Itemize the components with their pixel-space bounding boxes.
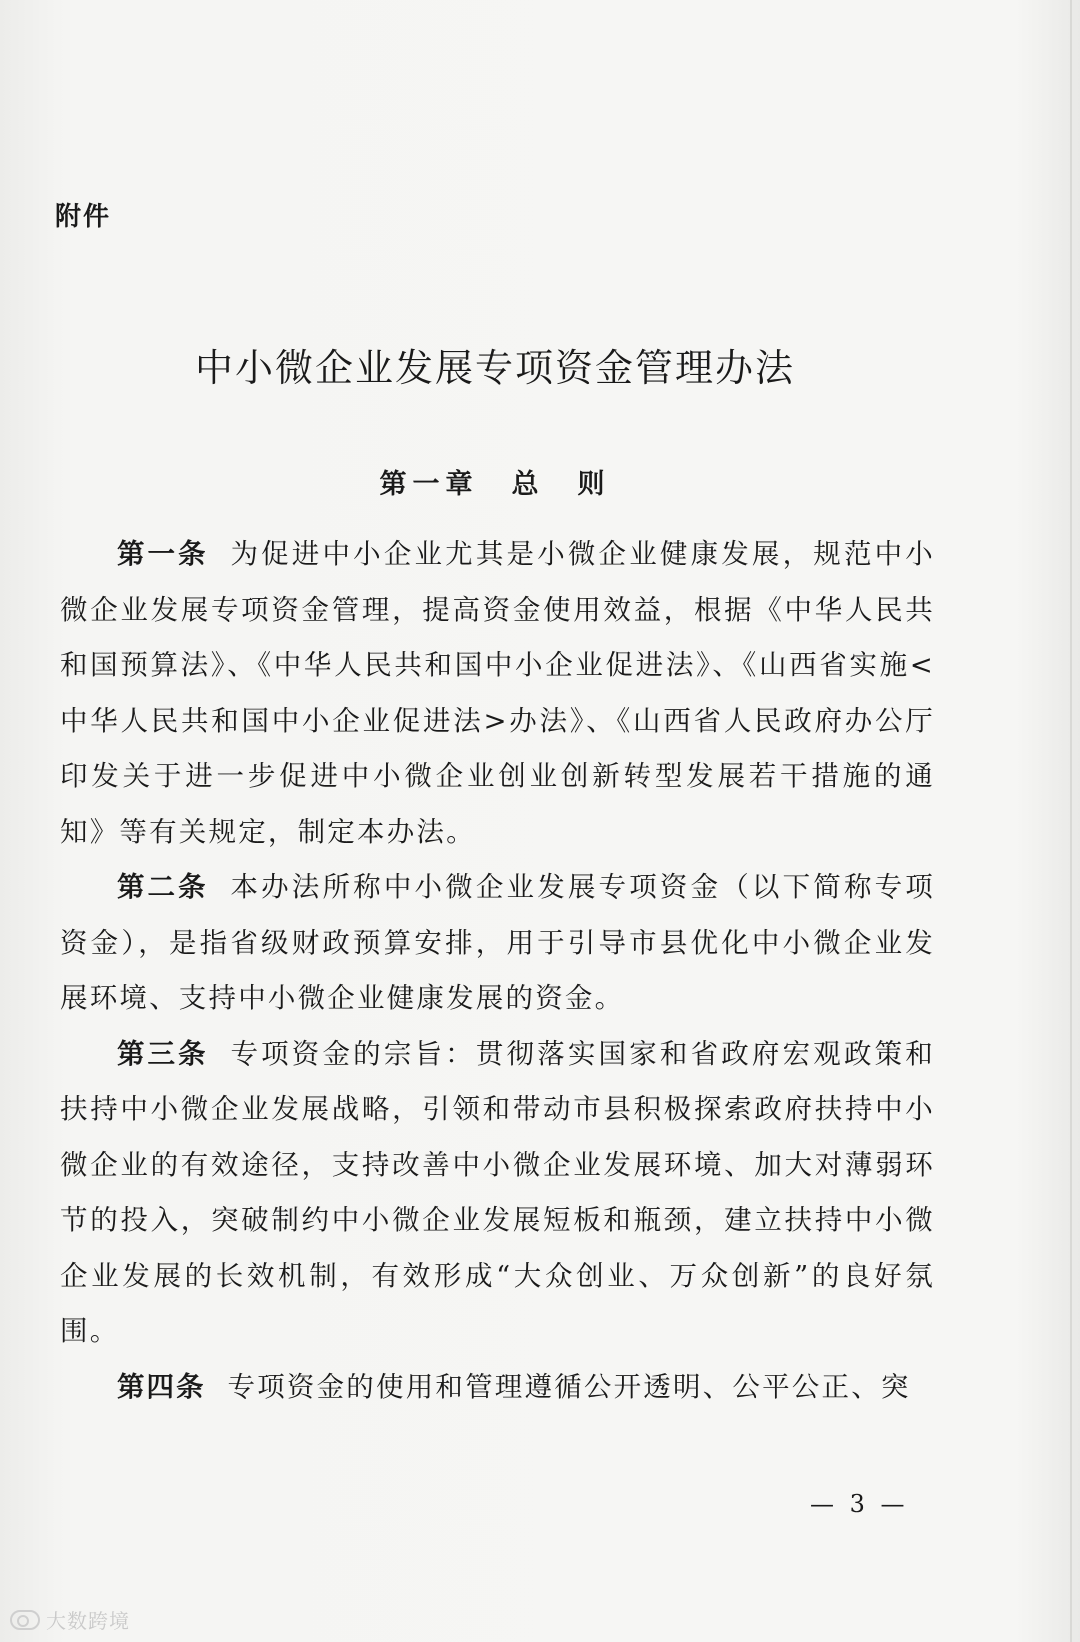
attachment-label: 附件 — [55, 202, 112, 232]
chapter-title: 第一章 总 则 — [379, 469, 611, 501]
article-1 — [60, 527, 935, 860]
page-number: — 3 — — [810, 1490, 909, 1518]
article-2 — [60, 860, 935, 1027]
watermark — [10, 1605, 130, 1634]
article-3 — [60, 1027, 935, 1360]
article-text: 专项资金的使用和管理遵循公开透明、公平公正、突 — [227, 1370, 911, 1403]
watermark-text: 大数跨境 — [46, 1609, 130, 1633]
article-label: 第二条 — [117, 871, 209, 903]
article-label: 第四条 — [117, 1370, 206, 1403]
article-text: 专项资金的宗旨：贯彻落实国家和省政府宏观政策和扶持中小微企业发展战略，引领和带动市县积极探索政府扶持中小微企业的有效途径，支持改善中小微企业发展环境、加大对薄弱环节的投入，突破制约中小微企业发展短板和瓶颈，建立扶持中小微企业发展的长效机制，有效形成“大众创业、万众创新”的良好氛围。 — [60, 1037, 935, 1347]
article-text: 本办法所称中小微企业发展专项资金（以下简称专项资金），是指省级财政预算安排，用于引导市县优化中小微企业发展环境、支持中小微企业健康发展的资金。 — [60, 871, 935, 1014]
page-edge-divider — [1070, 0, 1072, 1642]
article-label: 第三条 — [117, 1037, 209, 1070]
document-body — [60, 527, 935, 1415]
watermark-logo-icon — [10, 1610, 40, 1630]
article-4 — [60, 1360, 935, 1416]
article-text: 为促进中小企业尤其是小微企业健康发展，规范中小微企业发展专项资金管理，提高资金使用效益，根据《中华人民共和国预算法》、《中华人民共和国中小企业促进法》、《山西省实施<中华人民共和国中小企业促进法>办法》、《山西省人民政府办公厅印发关于进一步促进中小微企业创业创新转型发展若干措施的通知》等有关规定，制定本办法。 — [60, 538, 935, 848]
document-title: 中小微企业发展专项资金管理办法 — [194, 346, 795, 391]
article-label: 第一条 — [117, 538, 209, 570]
